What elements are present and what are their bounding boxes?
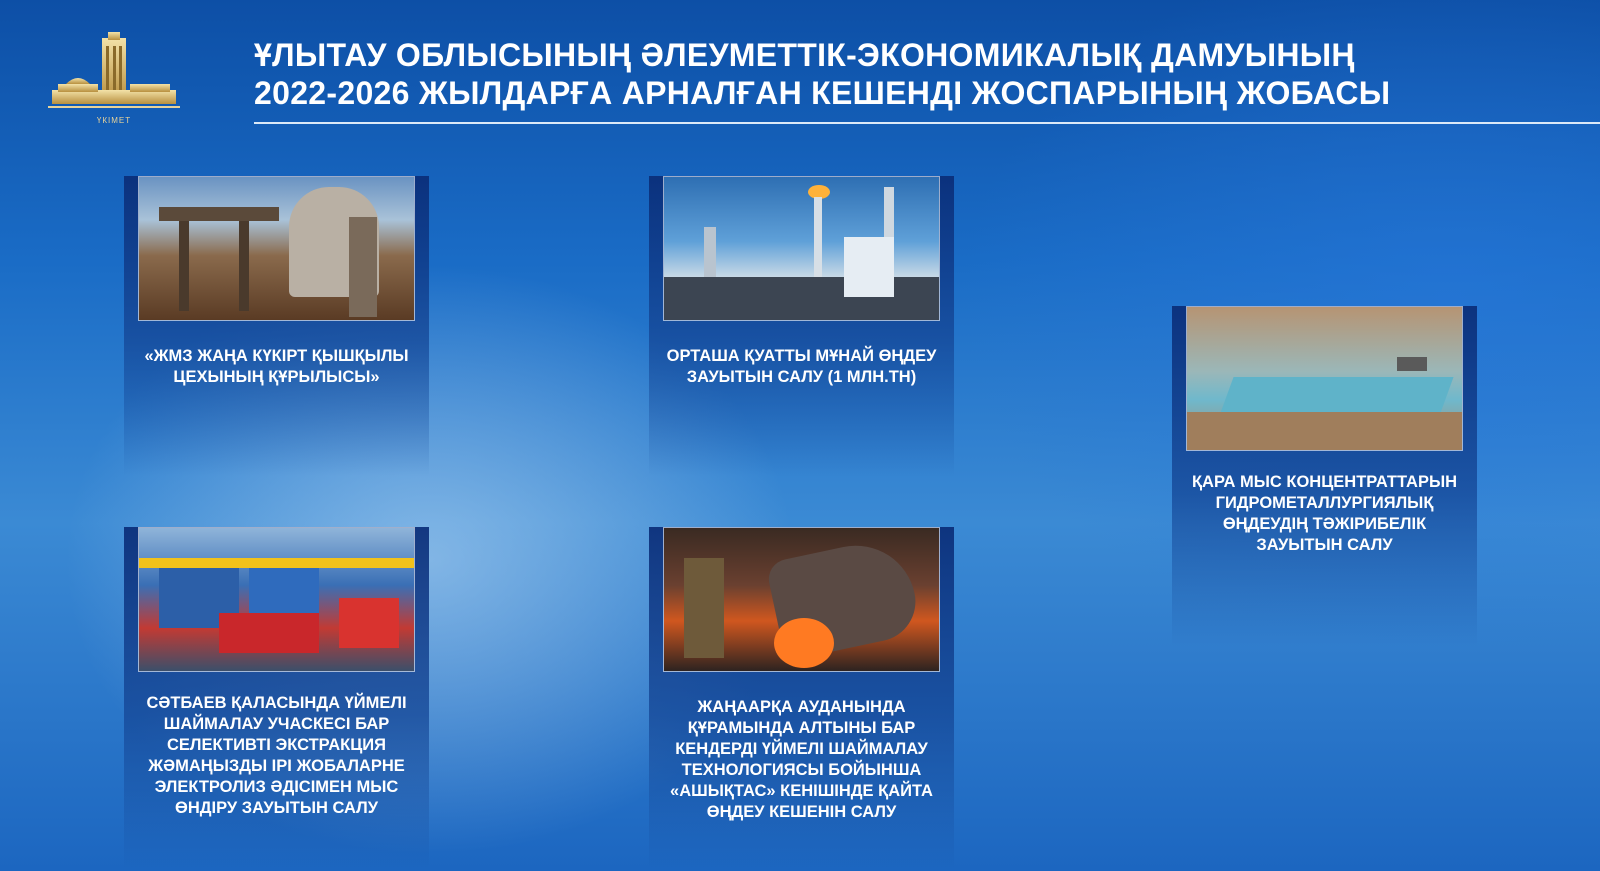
project-card-ashyktas (649, 527, 954, 871)
project-card-copper-plant (124, 527, 429, 871)
page-title (254, 36, 1584, 112)
oil-refinery-photo (663, 176, 940, 321)
copper-plant-photo (138, 527, 415, 672)
title-line-2: 2022-2026 ЖЫЛДАРҒА АРНАЛҒАН КЕШЕНДІ ЖОСПАРЫНЫҢ ЖОБАСЫ (254, 75, 1391, 111)
sulfuric-acid-plant-photo (138, 176, 415, 321)
government-logo (48, 32, 180, 130)
project-caption: ҚАРА МЫС КОНЦЕНТРАТТАРЫН ГИДРОМЕТАЛЛУРГИЯЛЫҚ ӨҢДЕУДІҢ ТӘЖІРИБЕЛІК ЗАУЫТЫН САЛУ (1191, 473, 1458, 554)
project-card-hydrometallurgy (1172, 306, 1477, 646)
smelting-ladle-photo (663, 527, 940, 672)
heap-leach-pond-photo (1186, 306, 1463, 451)
logo-caption: ҮКІМЕТ (96, 116, 132, 125)
title-line-1: ҰЛЫТАУ ОБЛЫСЫНЫҢ ӘЛЕУМЕТТІК-ЭКОНОМИКАЛЫҚ ДАМУЫНЫҢ (254, 37, 1355, 73)
project-caption: СӘТБАЕВ ҚАЛАСЫНДА ҮЙМЕЛІ ШАЙМАЛАУ УЧАСКЕСІ БАР СЕЛЕКТИВТІ ЭКСТРАКЦИЯ ЖӘМАҢЫЗДЫ ІРІ ЖОБАЛАРНЕ ЭЛЕКТРОЛИЗ ӘДІСІМЕН МЫС ӨНДІРУ ЗАУЫТЫН САЛУ (146, 694, 407, 817)
project-caption: «ЖМЗ ЖАҢА КҮКІРТ ҚЫШҚЫЛЫ ЦЕХЫНЫҢ ҚҰРЫЛЫСЫ» (144, 347, 409, 386)
project-card-sulfuric-acid (124, 176, 429, 476)
project-caption: ЖАҢААРҚА АУДАНЫНДА ҚҰРАМЫНДА АЛТЫНЫ БАР КЕНДЕРДІ ҮЙМЕЛІ ШАЙМАЛАУ ТЕХНОЛОГИЯСЫ БОЙЫНША «АШЫҚТАС» КЕНІШІНДЕ ҚАЙТА ӨҢДЕУ КЕШЕНІН САЛУ (670, 698, 933, 821)
project-card-oil-refinery (649, 176, 954, 476)
title-divider (254, 122, 1600, 124)
government-building-icon (48, 32, 180, 116)
project-caption: ОРТАША ҚУАТТЫ МҰНАЙ ӨҢДЕУ ЗАУЫТЫН САЛУ (1 МЛН.ТН) (666, 347, 937, 386)
